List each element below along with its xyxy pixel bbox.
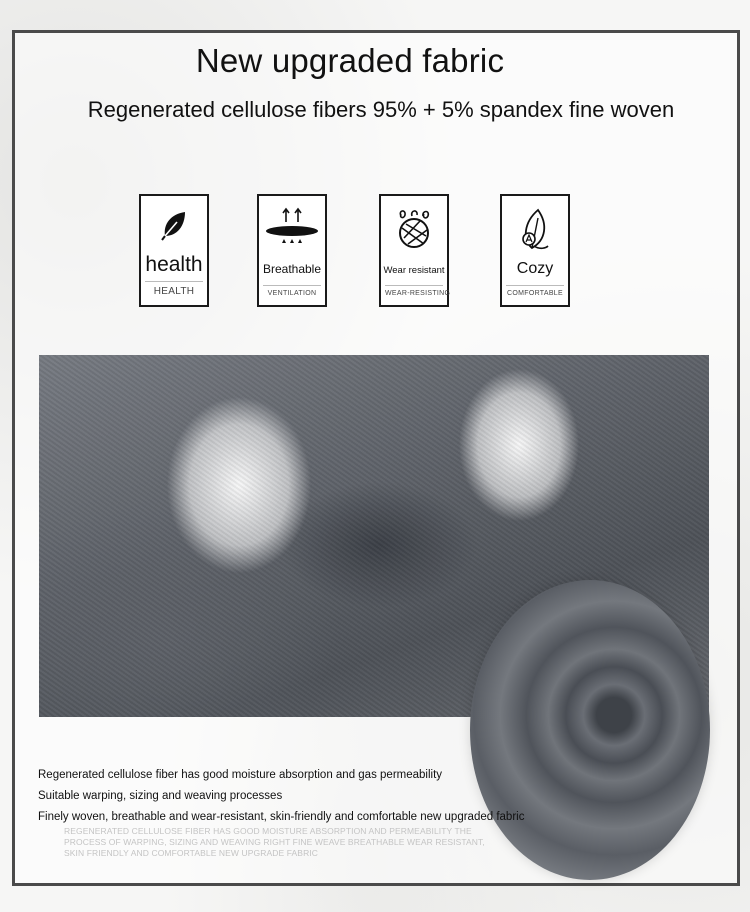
uppercase-caption: REGENERATED CELLULOSE FIBER HAS GOOD MOISTURE ABSORPTION AND PERMEABILITY THE PROCESS OF WARPING, SIZING AND WEAVING RIGHT FINE WEAVE BREATHABLE WEAR RESISTANT, SKIN FRIENDLY AND COMFORTABLE NEW UPGRADE FABRIC (64, 826, 485, 858)
fabric-swirl-photo (470, 580, 710, 880)
comfort-leaf-icon (502, 206, 568, 250)
feature-name: Wear resistant (383, 265, 445, 276)
feature-subtitle: VENTILATION (263, 285, 321, 297)
description-line: Finely woven, breathable and wear-resistant, skin-friendly and comfortable new upgraded fabric (38, 811, 525, 823)
feature-subtitle: COMFORTABLE (506, 285, 564, 297)
feature-subtitle: HEALTH (145, 281, 203, 297)
page-title: New upgraded fabric (195, 42, 505, 79)
feature-name: Breathable (262, 262, 322, 276)
description-line: Regenerated cellulose fiber has good moisture absorption and gas permeability (38, 769, 443, 781)
leaf-icon (141, 206, 207, 250)
feature-subtitle: WEAR-RESISTING (385, 285, 443, 297)
feature-breathable (257, 194, 327, 307)
page-subtitle: Regenerated cellulose fibers 95% + 5% spandex fine woven (87, 97, 675, 122)
feature-name: Cozy (516, 260, 554, 277)
description-line: Suitable warping, sizing and weaving processes (38, 790, 283, 802)
feature-wear-resistant (379, 194, 449, 307)
feature-cozy (500, 194, 570, 307)
feature-health (139, 194, 209, 307)
ventilation-icon (259, 206, 325, 250)
yarn-ball-icon (381, 206, 447, 250)
feature-name: health (145, 253, 203, 276)
